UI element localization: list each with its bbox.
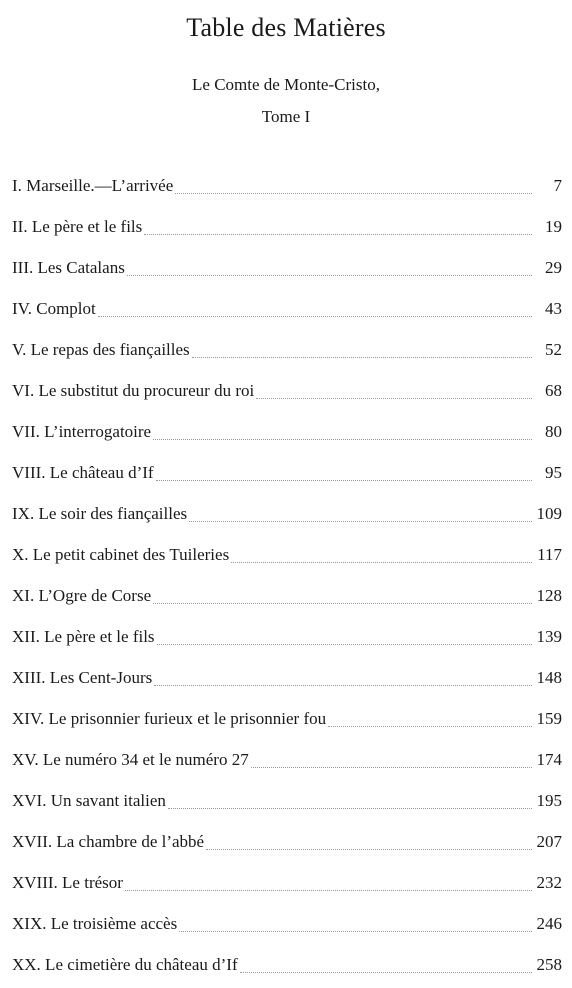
table-of-contents	[12, 170, 562, 976]
page-number: 207	[536, 832, 562, 851]
chapter-title: XV. Le numéro 34 et le numéro 27	[12, 750, 249, 769]
toc-entry[interactable]	[12, 894, 562, 935]
chapter-title: V. Le repas des fiançailles	[12, 340, 190, 359]
chapter-title: I. Marseille.—L’arrivée	[12, 176, 174, 195]
toc-entry[interactable]	[12, 730, 562, 771]
dot-leader	[153, 603, 532, 604]
chapter-title: XVII. La chambre de l’abbé	[12, 832, 205, 851]
dot-leader	[153, 439, 532, 440]
page-title: Table des Matières	[186, 13, 386, 42]
page-number: 258	[536, 955, 562, 974]
chapter-title: VII. L’interrogatoire	[12, 422, 152, 441]
toc-entry[interactable]	[12, 771, 562, 812]
dot-leader	[240, 972, 532, 973]
page-number: 195	[536, 791, 562, 810]
toc-entry[interactable]	[12, 607, 562, 648]
page-number: 52	[545, 340, 562, 359]
page-number: 232	[536, 873, 562, 892]
toc-entry[interactable]	[12, 812, 562, 853]
page-number: 159	[536, 709, 562, 728]
chapter-title: XX. Le cimetière du château d’If	[12, 955, 238, 974]
page-number: 95	[545, 463, 562, 482]
dot-leader	[251, 767, 532, 768]
dot-leader	[192, 357, 532, 358]
volume-label: Tome I	[261, 107, 311, 126]
page-number: 148	[536, 668, 562, 687]
chapter-title: XII. Le père et le fils	[12, 627, 155, 646]
page-number: 246	[536, 914, 562, 933]
toc-entry[interactable]	[12, 566, 562, 607]
page-number: 139	[536, 627, 562, 646]
toc-entry[interactable]	[12, 689, 562, 730]
dot-leader	[328, 726, 532, 727]
page-number: 80	[545, 422, 562, 441]
chapter-title: XIX. Le troisième accès	[12, 914, 178, 933]
chapter-title: III. Les Catalans	[12, 258, 125, 277]
chapter-title: IV. Complot	[12, 299, 96, 318]
page-number: 68	[545, 381, 562, 400]
page-number: 19	[545, 217, 562, 236]
dot-leader	[168, 808, 532, 809]
chapter-title: XVI. Un savant italien	[12, 791, 166, 810]
page-number: 174	[536, 750, 562, 769]
dot-leader	[231, 562, 532, 563]
dot-leader	[98, 316, 532, 317]
chapter-title: XIV. Le prisonnier furieux et le prisonnier fou	[12, 709, 327, 728]
dot-leader	[156, 480, 532, 481]
chapter-title: IX. Le soir des fiançailles	[12, 504, 188, 523]
toc-entry[interactable]	[12, 238, 562, 279]
page-number: 43	[545, 299, 562, 318]
page-number: 29	[545, 258, 562, 277]
toc-entry[interactable]	[12, 443, 562, 484]
toc-entry[interactable]	[12, 361, 562, 402]
toc-entry[interactable]	[12, 320, 562, 361]
page-number: 109	[536, 504, 562, 523]
chapter-title: XI. L’Ogre de Corse	[12, 586, 152, 605]
chapter-title: XIII. Les Cent-Jours	[12, 668, 153, 687]
toc-entry[interactable]	[12, 279, 562, 320]
dot-leader	[175, 193, 532, 194]
dot-leader	[189, 521, 532, 522]
chapter-title: X. Le petit cabinet des Tuileries	[12, 545, 230, 564]
book-title: Le Comte de Monte-Cristo,	[192, 75, 380, 94]
toc-entry[interactable]	[12, 853, 562, 894]
toc-entry[interactable]	[12, 197, 562, 238]
page-number: 128	[536, 586, 562, 605]
chapter-title: VI. Le substitut du procureur du roi	[12, 381, 255, 400]
dot-leader	[127, 275, 532, 276]
dot-leader	[125, 890, 532, 891]
toc-entry[interactable]	[12, 484, 562, 525]
toc-entry[interactable]	[12, 402, 562, 443]
chapter-title: XVIII. Le trésor	[12, 873, 123, 892]
dot-leader	[256, 398, 532, 399]
chapter-title: II. Le père et le fils	[12, 217, 143, 236]
toc-entry[interactable]	[12, 170, 562, 197]
dot-leader	[206, 849, 532, 850]
toc-entry[interactable]	[12, 525, 562, 566]
toc-entry[interactable]	[12, 648, 562, 689]
dot-leader	[157, 644, 532, 645]
dot-leader	[144, 234, 532, 235]
page-number: 117	[537, 545, 562, 564]
toc-entry[interactable]	[12, 935, 562, 976]
dot-leader	[179, 931, 532, 932]
dot-leader	[154, 685, 532, 686]
chapter-title: VIII. Le château d’If	[12, 463, 154, 482]
page-number: 7	[553, 176, 562, 195]
